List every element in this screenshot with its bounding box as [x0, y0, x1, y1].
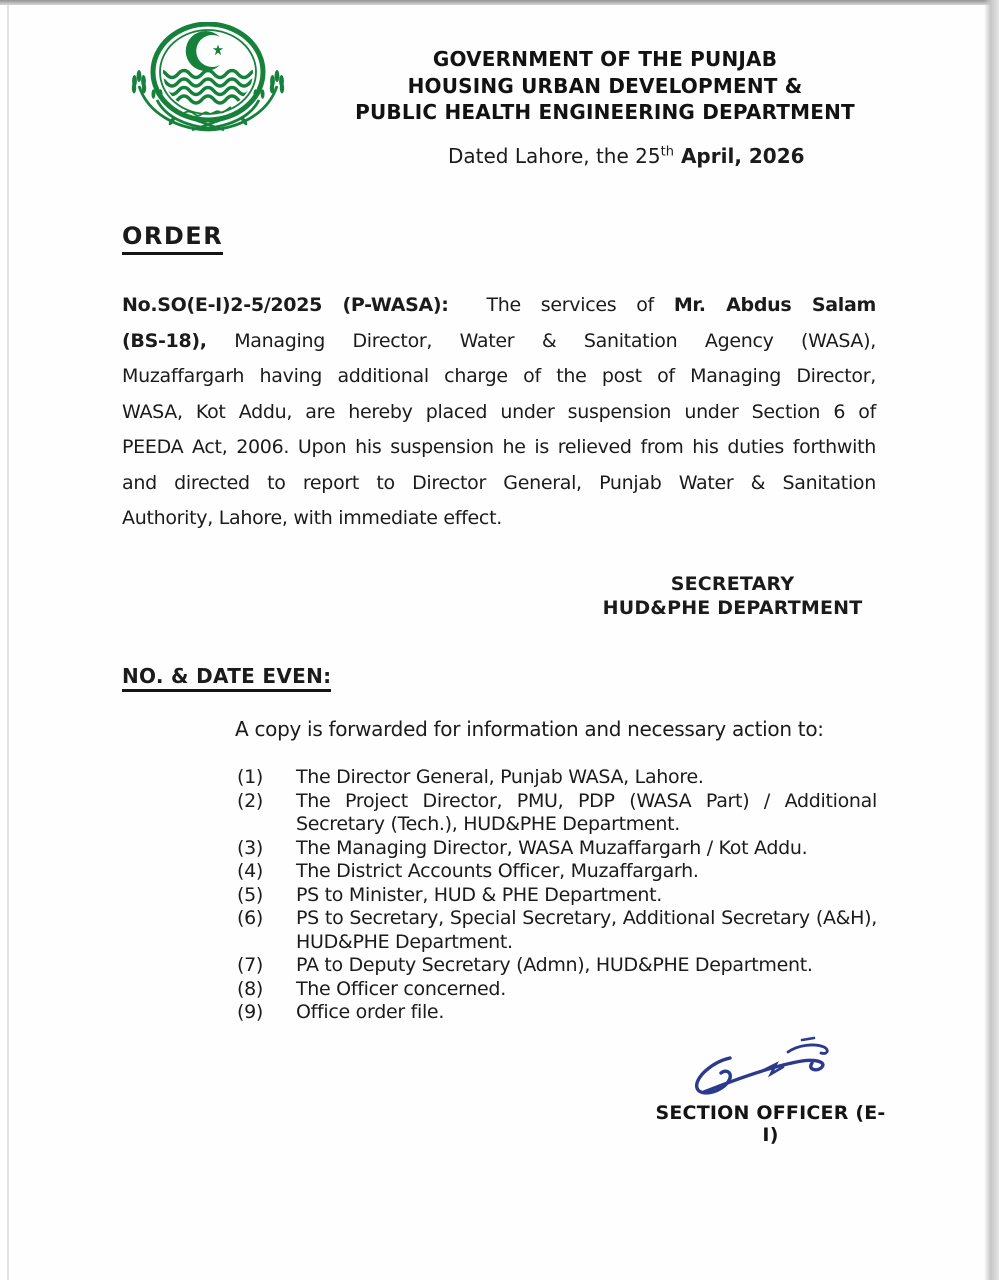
recipient-row: [237, 860, 879, 884]
recipient-text: [296, 954, 877, 978]
recipient-line: PS to Secretary, Special Secretary, Additional Secretary (A&H),: [296, 907, 877, 929]
no-and-date-even-heading: NO. & DATE EVEN:: [122, 664, 331, 692]
recipient-row: [237, 1001, 879, 1025]
signatory-secretary: [585, 572, 880, 620]
secretary-title-line-1: SECRETARY: [670, 573, 795, 595]
body-text-bold: No.SO(E-I)2-5/2025 (P-WASA):: [122, 294, 449, 316]
recipient-number: (9): [237, 1001, 264, 1023]
recipient-row: [237, 907, 879, 954]
recipient-line: PS to Minister, HUD & PHE Department.: [296, 883, 663, 906]
recipient-number: (4): [237, 860, 264, 882]
recipient-line: HUD&PHE Department.: [296, 930, 513, 953]
recipient-text: [296, 907, 877, 954]
signature-icon: [676, 1036, 876, 1098]
recipient-text: [296, 1001, 877, 1025]
body-line: [122, 359, 876, 395]
recipient-line: PA to Deputy Secretary (Admn), HUD&PHE Department.: [296, 954, 813, 976]
copy-forward-line: A copy is forwarded for information and necessary action to:: [235, 717, 824, 741]
recipient-line: Secretary (Tech.), HUD&PHE Department.: [296, 813, 681, 835]
letterhead-line-3: PUBLIC HEALTH ENGINEERING DEPARTMENT: [355, 100, 855, 124]
recipient-text: [296, 884, 877, 908]
date-line: [448, 144, 805, 168]
recipient-number: (7): [237, 954, 264, 976]
body-text: Authority, Lahore, with immediate effect.: [122, 507, 502, 529]
recipient-line: Office order file.: [296, 1001, 445, 1023]
letterhead-line-1: GOVERNMENT OF THE PUNJAB: [432, 47, 778, 71]
recipient-text: [296, 860, 877, 884]
recipient-number: (1): [237, 766, 264, 788]
punjab-emblem-icon: [126, 22, 294, 134]
date-prefix: Dated Lahore, the 25: [448, 144, 661, 168]
recipient-text: [296, 766, 877, 790]
body-line: [122, 288, 876, 324]
body-text: PEEDA Act, 2006. Upon his suspension he is relieved from his duties forthwith: [122, 436, 876, 458]
body-line: [122, 501, 876, 537]
recipient-text: [296, 978, 877, 1002]
scan-top-edge: [0, 0, 999, 5]
letterhead-title: [318, 46, 892, 126]
letterhead-line-2: HOUSING URBAN DEVELOPMENT &: [407, 73, 803, 98]
recipient-text: [296, 837, 877, 861]
body-text: The services of: [486, 294, 674, 316]
recipient-row: [237, 790, 879, 837]
recipient-row: [237, 766, 879, 790]
recipient-row: [237, 954, 879, 978]
order-heading: ORDER: [122, 222, 223, 255]
body-line: [122, 395, 876, 431]
recipient-line: The Managing Director, WASA Muzaffargarh / Kot Addu.: [296, 836, 808, 859]
recipient-row: [237, 884, 879, 908]
order-body: [122, 288, 876, 537]
recipients-list: [237, 766, 879, 1025]
recipient-number: (5): [237, 883, 264, 906]
scan-right-edge: [984, 0, 999, 1280]
body-text: Managing Director, Water & Sanitation Agency (WASA),: [234, 329, 876, 352]
recipient-number: (2): [237, 789, 264, 812]
body-text: and directed to report to Director General, Punjab Water & Sanitation: [122, 471, 876, 494]
recipient-row: [237, 978, 879, 1002]
date-month-year: April, 2026: [680, 144, 805, 168]
body-text-bold: Mr. Abdus Salam: [673, 294, 876, 316]
body-line: [122, 324, 876, 360]
recipient-number: (8): [237, 977, 264, 1000]
recipient-line: The Project Director, PMU, PDP (WASA Part) / Additional: [296, 789, 877, 812]
recipient-number: (6): [237, 907, 264, 929]
recipient-line: The District Accounts Officer, Muzaffargarh.: [296, 860, 699, 882]
body-text-bold: (BS-18),: [122, 329, 207, 352]
body-line: [122, 430, 876, 466]
body-line: [122, 466, 876, 502]
date-ordinal-suffix: th: [660, 144, 674, 160]
secretary-title-line-2: HUD&PHE DEPARTMENT: [602, 597, 863, 619]
recipient-text: [296, 790, 877, 837]
recipient-line: The Director General, Punjab WASA, Lahore.: [296, 766, 704, 788]
section-officer-title: SECTION OFFICER (E-I): [655, 1102, 886, 1146]
recipient-line: The Officer concerned.: [296, 977, 506, 1000]
body-text: WASA, Kot Addu, are hereby placed under suspension under Section 6 of: [122, 400, 876, 423]
recipient-number: (3): [237, 836, 264, 859]
recipient-row: [237, 837, 879, 861]
scan-left-edge: [7, 5, 9, 1280]
body-text: Muzaffargarh having additional charge of the post of Managing Director,: [122, 365, 876, 387]
